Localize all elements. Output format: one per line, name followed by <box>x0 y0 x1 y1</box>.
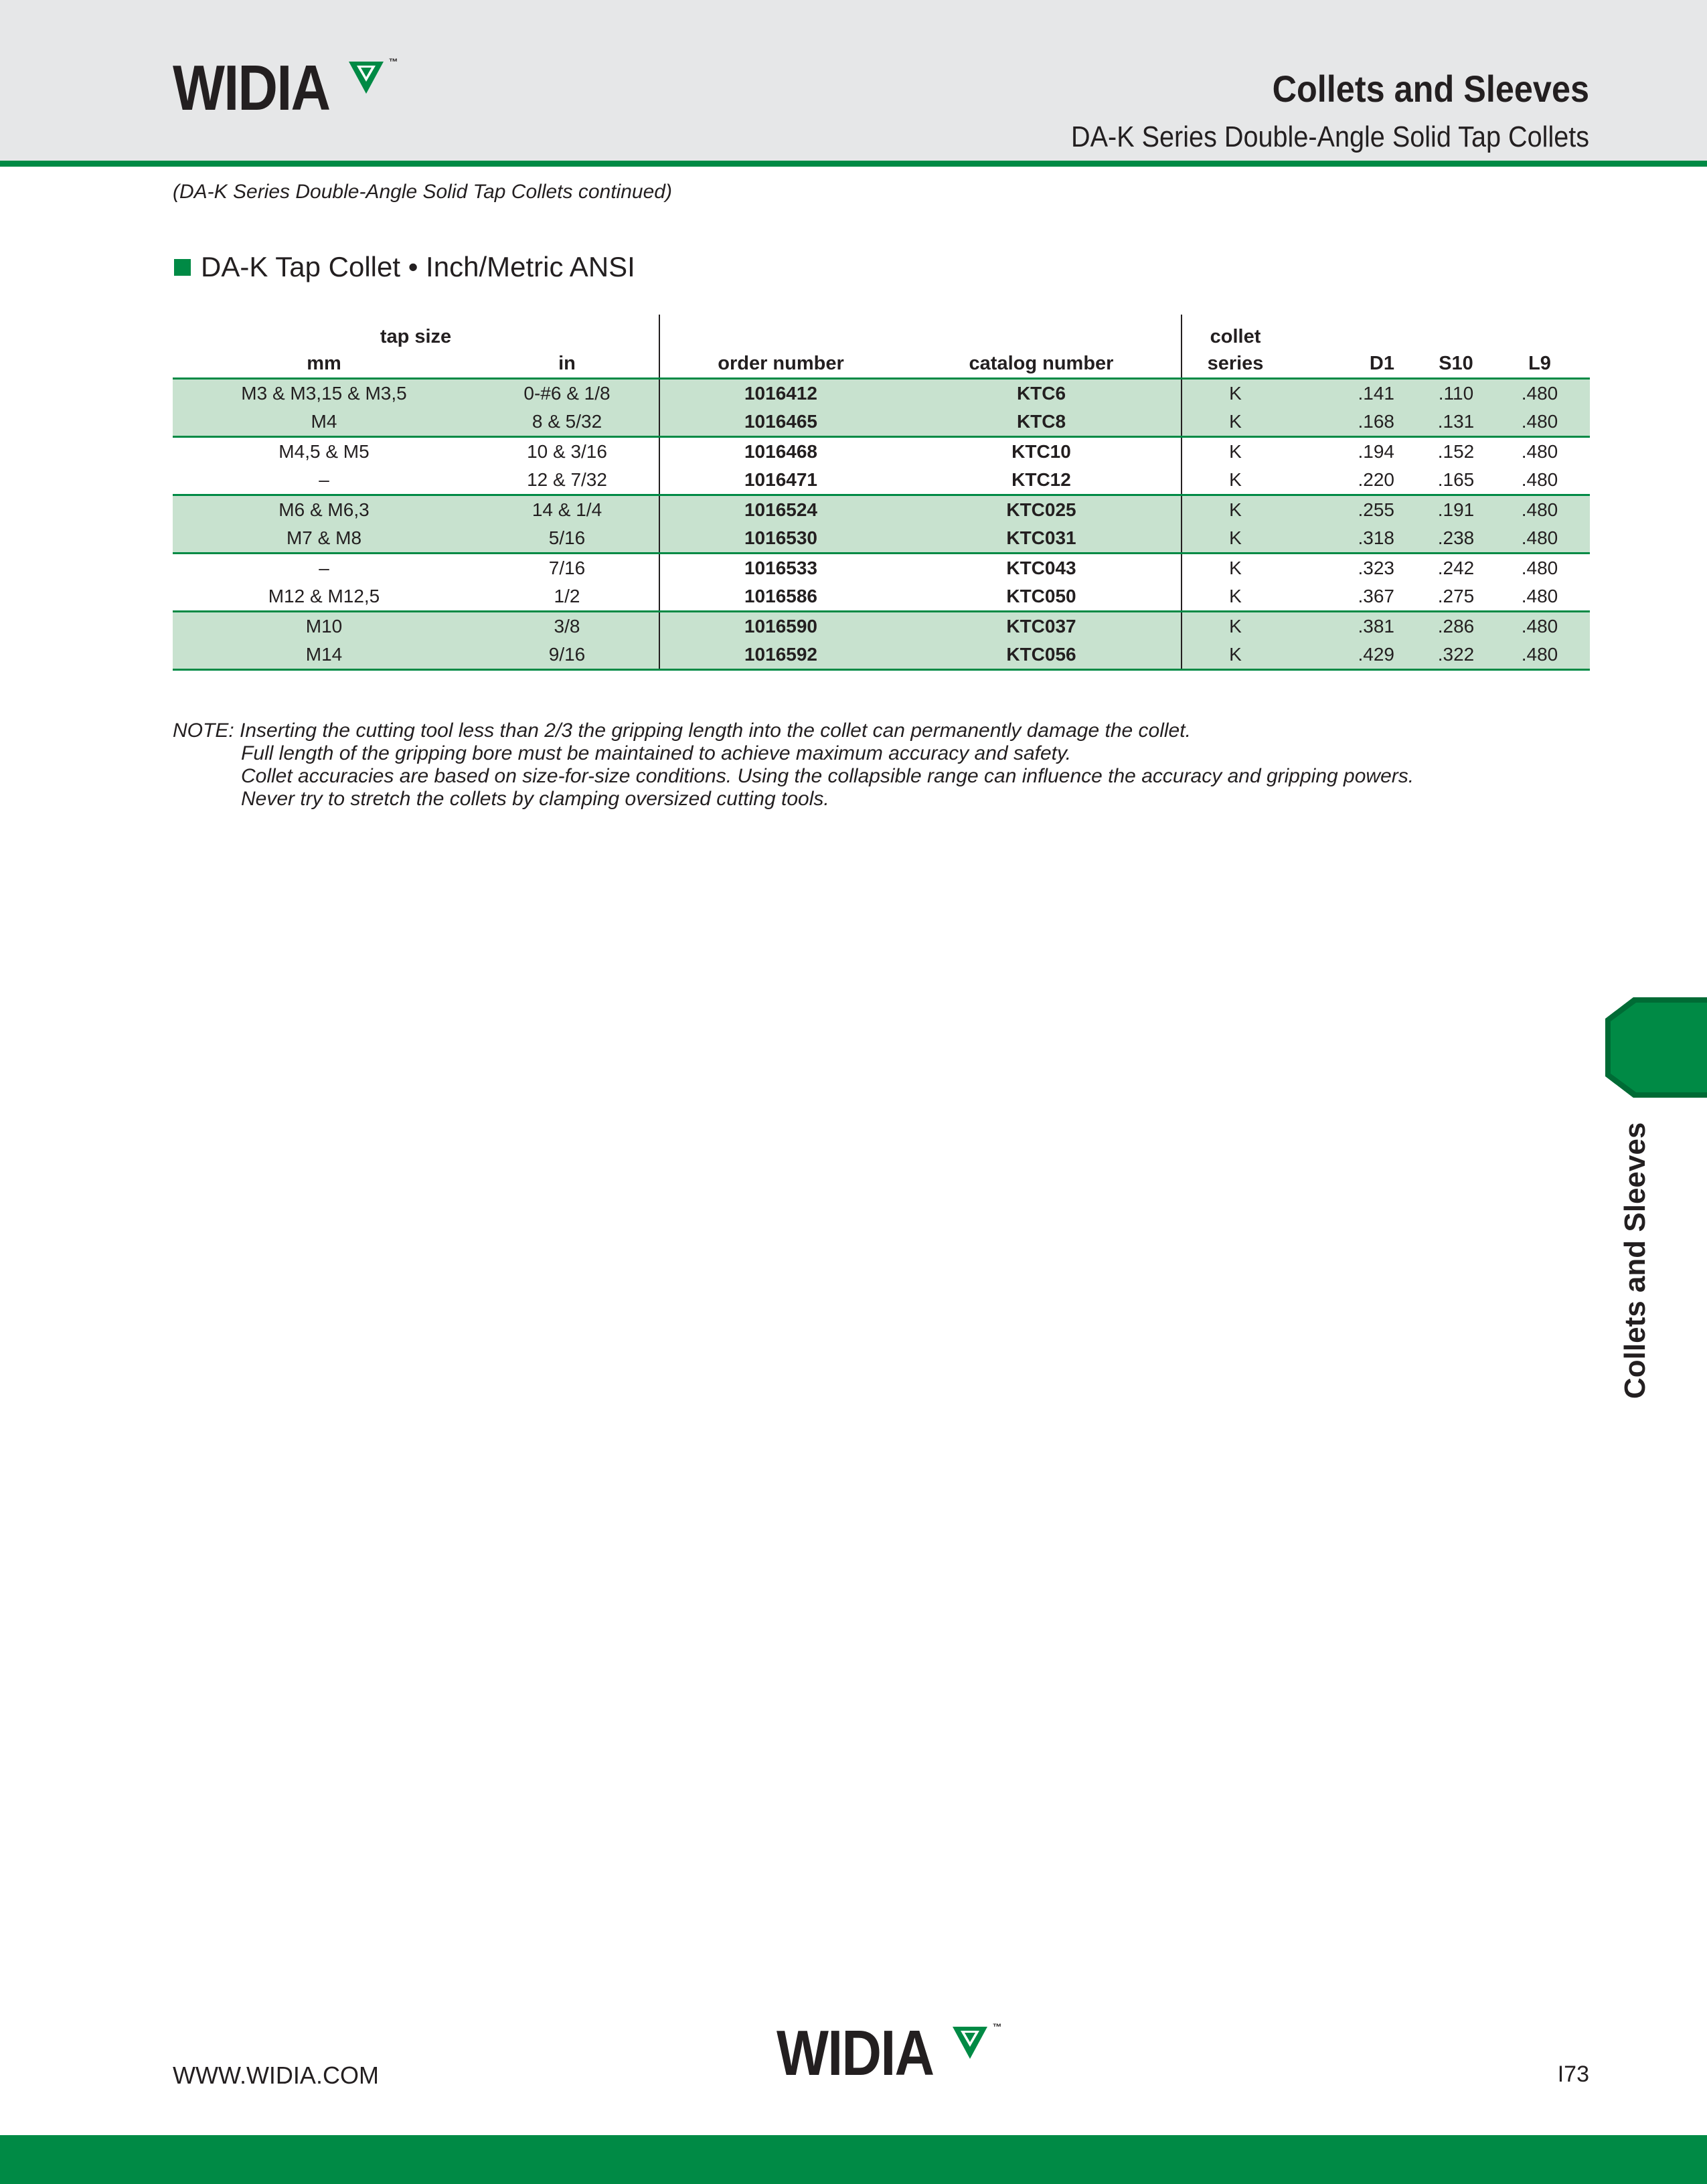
cell-series: K <box>1182 554 1289 583</box>
collet-table-wrap <box>173 315 1590 671</box>
cell-catalog-number: KTC025 <box>902 495 1182 525</box>
logo-tm: ™ <box>388 56 398 67</box>
cell-in: 1/2 <box>475 582 659 612</box>
cell-s10: .110 <box>1422 379 1489 408</box>
cell-in: 5/16 <box>475 524 659 554</box>
cell-catalog-number: KTC12 <box>902 466 1182 495</box>
cell-mm: M10 <box>173 612 475 641</box>
footer-url[interactable]: WWW.WIDIA.COM <box>173 2062 379 2089</box>
cell-s10: .131 <box>1422 408 1489 437</box>
cell-order-number: 1016524 <box>659 495 902 525</box>
table-row <box>173 437 1590 467</box>
cell-mm: M7 & M8 <box>173 524 475 554</box>
cell-s10: .191 <box>1422 495 1489 525</box>
page-title: Collets and Sleeves <box>1272 68 1589 110</box>
col-header-series: series <box>1207 353 1264 374</box>
table-row <box>173 612 1590 641</box>
table-row <box>173 582 1590 612</box>
cell-s10: .152 <box>1422 437 1489 467</box>
cell-series: K <box>1182 408 1289 437</box>
section-title: DA-K Tap Collet • Inch/Metric ANSI <box>201 251 635 282</box>
logo-text: WIDIA <box>173 52 330 124</box>
cell-in: 9/16 <box>475 641 659 670</box>
cell-d1: .194 <box>1289 437 1422 467</box>
cell-d1: .367 <box>1358 586 1394 606</box>
cell-d1: .323 <box>1289 554 1422 583</box>
cell-d1: .318 <box>1289 524 1422 554</box>
table-row <box>173 408 1590 437</box>
cell-series: K <box>1182 379 1289 408</box>
widia-logo-bottom <box>777 2017 1002 2089</box>
cell-mm: – <box>319 469 329 490</box>
col-header-in: in <box>475 348 659 379</box>
cell-d1: .255 <box>1289 495 1422 525</box>
cell-l9: .480 <box>1489 408 1590 437</box>
cell-s10: .286 <box>1422 612 1489 641</box>
cell-d1: .141 <box>1289 379 1422 408</box>
logo-tm: ™ <box>992 2021 1002 2032</box>
table-row <box>173 641 1590 670</box>
widia-triangle-icon <box>950 2023 990 2063</box>
table-row <box>173 379 1590 408</box>
cell-mm: M12 & M12,5 <box>268 586 380 606</box>
cell-order-number: 1016533 <box>659 554 902 583</box>
cell-order-number: 1016465 <box>659 408 902 437</box>
cell-in: 14 & 1/4 <box>475 495 659 525</box>
cell-catalog-number: KTC6 <box>902 379 1182 408</box>
table-row <box>173 495 1590 525</box>
note-lead: NOTE: Inserting the cutting tool less than 2/3 the gripping length into the collet can permanently damage the collet. <box>173 720 1191 742</box>
cell-l9: .480 <box>1521 469 1558 490</box>
footer-bar <box>0 2135 1707 2184</box>
cell-order-number: 1016412 <box>659 379 902 408</box>
cell-l9: .480 <box>1521 586 1558 606</box>
cell-series: K <box>1182 495 1289 525</box>
section-tab-shape <box>1605 997 1707 1098</box>
cell-mm: – <box>173 554 475 583</box>
cell-series: K <box>1182 437 1289 467</box>
cell-catalog-number: KTC037 <box>902 612 1182 641</box>
cell-series: K <box>1182 524 1289 554</box>
tap-size-label: tap size <box>380 326 452 347</box>
col-header-mm: mm <box>307 353 341 374</box>
table-row <box>173 554 1590 583</box>
col-header-catalog: catalog number <box>902 348 1182 379</box>
note-block <box>173 720 1414 811</box>
cell-mm: M4,5 & M5 <box>173 437 475 467</box>
cell-d1: .429 <box>1289 641 1422 670</box>
cell-in: 12 & 7/32 <box>475 466 659 495</box>
table-row <box>173 524 1590 554</box>
col-header-s10: S10 <box>1439 353 1473 374</box>
widia-triangle-icon <box>346 58 386 98</box>
tap-size-group-header <box>173 315 659 348</box>
cell-l9: .480 <box>1489 495 1590 525</box>
cell-order-number: 1016530 <box>659 524 902 554</box>
widia-logo-top <box>173 52 398 124</box>
col-header-l9: L9 <box>1528 353 1551 374</box>
collet-header-top: collet <box>1210 326 1261 347</box>
cell-catalog-number: KTC8 <box>902 408 1182 437</box>
cell-order-number: 1016592 <box>659 641 902 670</box>
note-line: Collet accuracies are based on size-for-size conditions. Using the collapsible range can influence the accuracy and gripping powers. <box>241 765 1414 787</box>
cell-catalog-number: KTC043 <box>902 554 1182 583</box>
green-square-icon <box>174 259 191 276</box>
cell-in: 0-#6 & 1/8 <box>475 379 659 408</box>
cell-mm: M6 & M6,3 <box>173 495 475 525</box>
cell-series: K <box>1182 612 1289 641</box>
cell-catalog-number: KTC056 <box>902 641 1182 670</box>
collet-table-body <box>173 379 1590 670</box>
cell-s10: .165 <box>1437 469 1475 490</box>
cell-d1: .168 <box>1289 408 1422 437</box>
cell-series: K <box>1229 469 1242 490</box>
cell-d1: .381 <box>1289 612 1422 641</box>
cell-mm: M3 & M3,15 & M3,5 <box>173 379 475 408</box>
cell-catalog-number: KTC031 <box>902 524 1182 554</box>
section-heading <box>174 251 635 283</box>
note-line: Never try to stretch the collets by clamping oversized cutting tools. <box>241 788 829 810</box>
header-rule <box>0 161 1707 167</box>
cell-in: 7/16 <box>475 554 659 583</box>
cell-l9: .480 <box>1489 437 1590 467</box>
cell-mm: M4 <box>173 408 475 437</box>
cell-catalog-number: KTC050 <box>902 582 1182 612</box>
cell-l9: .480 <box>1489 379 1590 408</box>
cell-in: 10 & 3/16 <box>475 437 659 467</box>
cell-series: K <box>1182 641 1289 670</box>
cell-l9: .480 <box>1489 524 1590 554</box>
page-number: I73 <box>1557 2062 1589 2087</box>
cell-mm: M14 <box>173 641 475 670</box>
col-header-d1: D1 <box>1369 353 1394 374</box>
cell-d1: .220 <box>1358 469 1394 490</box>
cell-in: 8 & 5/32 <box>475 408 659 437</box>
cell-l9: .480 <box>1489 641 1590 670</box>
cell-order-number: 1016468 <box>659 437 902 467</box>
cell-s10: .242 <box>1422 554 1489 583</box>
col-header-order: order number <box>718 353 844 374</box>
cell-in: 3/8 <box>475 612 659 641</box>
cell-order-number: 1016586 <box>744 586 817 606</box>
cell-catalog-number: KTC10 <box>902 437 1182 467</box>
cell-series: K <box>1229 586 1242 606</box>
cell-s10: .238 <box>1422 524 1489 554</box>
cell-l9: .480 <box>1489 554 1590 583</box>
continued-note: (DA-K Series Double-Angle Solid Tap Collets continued) <box>173 181 672 203</box>
cell-order-number: 1016471 <box>744 469 817 490</box>
note-line: Full length of the gripping bore must be maintained to achieve maximum accuracy and safety. <box>241 742 1072 764</box>
cell-l9: .480 <box>1489 612 1590 641</box>
cell-order-number: 1016590 <box>659 612 902 641</box>
side-tab-text: Collets and Sleeves <box>1619 1122 1651 1399</box>
cell-s10: .275 <box>1437 586 1475 606</box>
table-row <box>173 466 1590 495</box>
collet-table <box>173 315 1590 671</box>
logo-text: WIDIA <box>777 2017 934 2089</box>
cell-s10: .322 <box>1422 641 1489 670</box>
page-subtitle: DA-K Series Double-Angle Solid Tap Collets <box>1070 120 1589 153</box>
